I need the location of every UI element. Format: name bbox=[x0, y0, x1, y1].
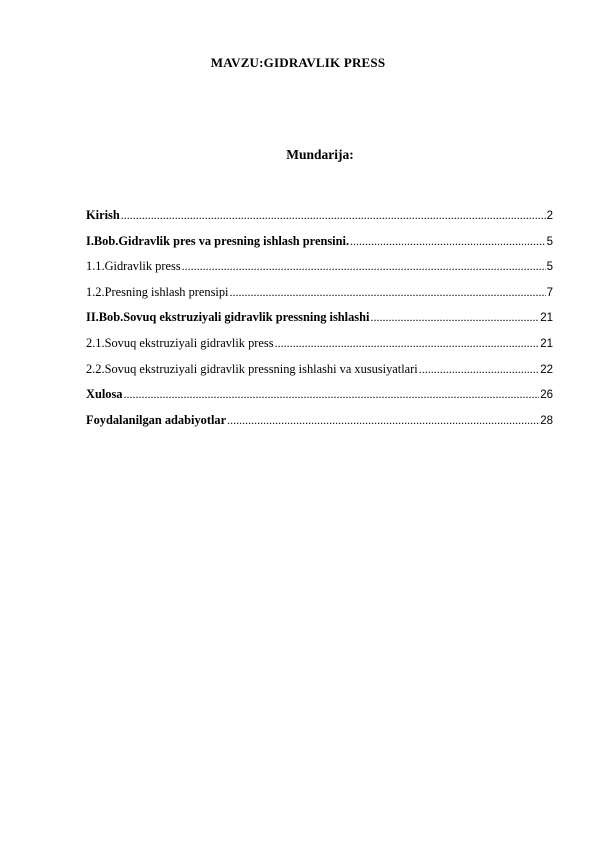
toc-page-number: 21 bbox=[540, 337, 553, 350]
toc-dot-leader bbox=[124, 385, 540, 403]
toc-entry-text: Xulosa bbox=[86, 387, 123, 402]
document-title: MAVZU:GIDRAVLIK PRESS bbox=[210, 55, 386, 70]
toc-entry-text: I.Bob.Gidravlik pres va presning ishlash prensini. bbox=[86, 233, 350, 248]
toc-entry[interactable] bbox=[86, 334, 553, 360]
toc-dot-leader bbox=[121, 206, 546, 224]
toc-page-number: 21 bbox=[540, 312, 553, 325]
toc-entry[interactable] bbox=[86, 232, 553, 258]
toc-dot-leader bbox=[227, 411, 539, 429]
toc-page-number: 2 bbox=[546, 210, 553, 222]
toc-entry-text: Kirish bbox=[86, 208, 120, 222]
toc-page-number: 26 bbox=[540, 389, 553, 402]
toc-page-number: 5 bbox=[546, 261, 553, 274]
table-of-contents bbox=[86, 206, 553, 436]
toc-dot-leader bbox=[275, 334, 540, 352]
toc-entry[interactable] bbox=[86, 206, 553, 232]
toc-page-number: 22 bbox=[540, 363, 553, 376]
toc-dot-leader bbox=[230, 283, 546, 301]
toc-page-number: 28 bbox=[540, 414, 553, 427]
toc-entry-text: Foydalanilgan adabiyotlar bbox=[86, 412, 227, 427]
toc-entry[interactable] bbox=[86, 385, 553, 411]
toc-page-number: 7 bbox=[546, 286, 553, 299]
toc-page-number: 5 bbox=[546, 235, 553, 248]
toc-entry-text: II.Bob.Sovuq ekstruziyali gidravlik pressning ishlashi bbox=[86, 310, 370, 325]
toc-entry-text: 1.1.Gidravlik press bbox=[86, 259, 181, 274]
toc-dot-leader bbox=[350, 232, 546, 250]
toc-heading: Mundarija: bbox=[286, 147, 354, 162]
toc-entry[interactable] bbox=[86, 308, 553, 334]
toc-dot-leader bbox=[419, 360, 539, 378]
toc-dot-leader bbox=[182, 257, 546, 275]
toc-dot-leader bbox=[370, 308, 539, 326]
toc-entry[interactable] bbox=[86, 283, 553, 309]
toc-entry[interactable] bbox=[86, 411, 553, 437]
toc-entry[interactable] bbox=[86, 360, 553, 386]
toc-entry-text: 2.2.Sovuq ekstruziyali gidravlik pressning ishlashi va xususiyatlari bbox=[86, 361, 418, 376]
toc-entry-text: 2.1.Sovuq ekstruziyali gidravlik press bbox=[86, 335, 274, 350]
toc-entry-text: 1.2.Presning ishlash prensipi bbox=[86, 284, 229, 299]
toc-entry[interactable] bbox=[86, 257, 553, 283]
